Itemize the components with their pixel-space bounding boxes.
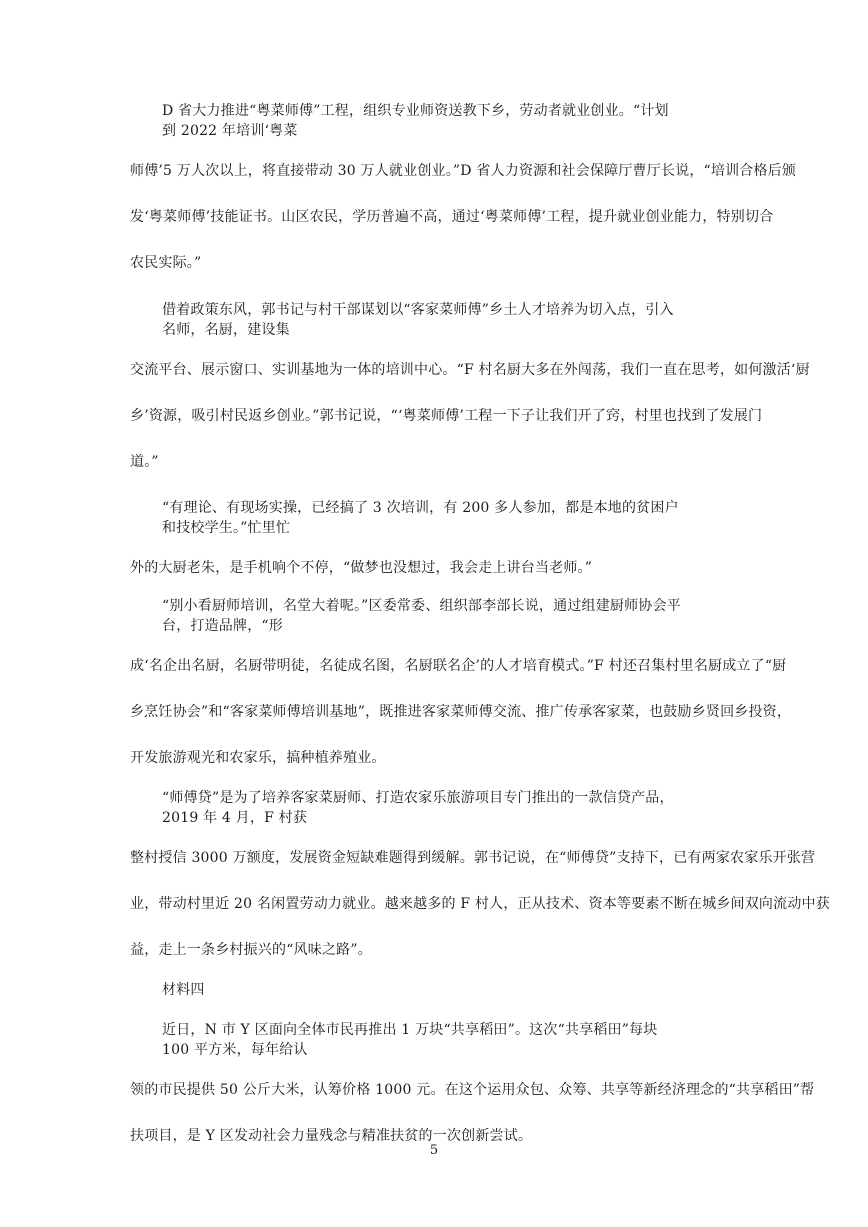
text-line: 台，打造品牌，“形 bbox=[162, 618, 283, 634]
text-line: 领的市民提供 50 公斤大米，认筹价格 1000 元。在这个运用众包、众筹、共享等新经济理念的“共享稻田”帮 bbox=[130, 1082, 815, 1098]
text-line: 名师，名厨，建设集 bbox=[162, 322, 290, 338]
text-line: 益，走上一条乡村振兴的“风味之路”。 bbox=[130, 942, 372, 958]
text-line: “有理论、有现场实操，已经搞了 3 次培训，有 200 多人参加，都是本地的贫困户 bbox=[162, 500, 679, 516]
text-line: 近日，N 市 Y 区面向全体市民再推出 1 万块“共享稻田”。这次“共享稻田”每块 bbox=[162, 1022, 658, 1038]
text-line: 乡烹饪协会”和“客家菜师傅培训基地”，既推进客家菜师傅交流、推广传承客家菜，也鼓励乡贤回乡投资， bbox=[130, 704, 792, 720]
text-line: 交流平台、展示窗口、实训基地为一体的培训中心。“F 村名厨大多在外闯荡，我们一直在思考，如何激活‘厨 bbox=[130, 362, 810, 378]
text-line: D 省大力推进“粤菜师傅”工程，组织专业师资送教下乡，劳动者就业创业。“计划 bbox=[162, 103, 669, 119]
text-line: 乡’资源，吸引村民返乡创业。”郭书记说，“‘粤菜师傅’工程一下子让我们开了窍，村里也找到了发展门 bbox=[130, 408, 763, 424]
text-line: 100 平方米，每年给认 bbox=[162, 1042, 308, 1058]
text-line: 道。” bbox=[130, 454, 159, 470]
text-line: 成‘名企出名厨，名厨带明徒，名徒成名图，名厨联名企’的人才培育模式。”F 村还召集村里名厨成立了“厨 bbox=[130, 658, 787, 674]
text-line: 发‘粤菜师傅’技能证书。山区农民，学历普遍不高，通过‘粤菜师傅’工程，提升就业创业能力，特别切合 bbox=[130, 209, 774, 225]
text-line: 和技校学生。”忙里忙 bbox=[162, 520, 291, 536]
text-line: 2019 年 4 月，F 村获 bbox=[162, 810, 308, 826]
page-number: 5 bbox=[429, 1143, 439, 1158]
text-line: 扶项目，是 Y 区发动社会力量残念与精准扶贫的一次创新尝试。 bbox=[130, 1128, 533, 1144]
text-line: “师傅贷”是为了培养客家菜厨师、打造农家乐旅游项目专门推出的一款信贷产品， bbox=[162, 790, 674, 806]
text-line: 业，带动村里近 20 名闲置劳动力就业。越来越多的 F 村人，正从技术、资本等要素不断在城乡间双向流动中获 bbox=[130, 896, 830, 912]
text-line: 开发旅游观光和农家乐，搞种植养殖业。 bbox=[130, 750, 386, 766]
material-four-heading: 材料四 bbox=[162, 982, 205, 998]
text-line: 整村授信 3000 万额度，发展资金短缺难题得到缓解。郭书记说，在“师傅贷”支持下，已有两家农家乐开张营 bbox=[130, 850, 816, 866]
text-line: 外的大厨老朱，是手机响个不停，“做梦也没想过，我会走上讲台当老师。” bbox=[130, 560, 593, 576]
text-line: 到 2022 年培训‘粤菜 bbox=[162, 123, 298, 139]
text-line: “别小看厨师培训，名堂大着呢。”区委常委、组织部李部长说，通过组建厨师协会平 bbox=[162, 598, 681, 614]
text-line: 借着政策东风，郭书记与村干部谋划以“客家菜师傅”乡土人才培养为切入点，引入 bbox=[162, 302, 674, 318]
text-line: 师傅’5 万人次以上，将直接带动 30 万人就业创业。”D 省人力资源和社会保障厅曹厅长说，“培训合格后颁 bbox=[130, 163, 797, 179]
text-line: 农民实际。” bbox=[130, 255, 202, 271]
